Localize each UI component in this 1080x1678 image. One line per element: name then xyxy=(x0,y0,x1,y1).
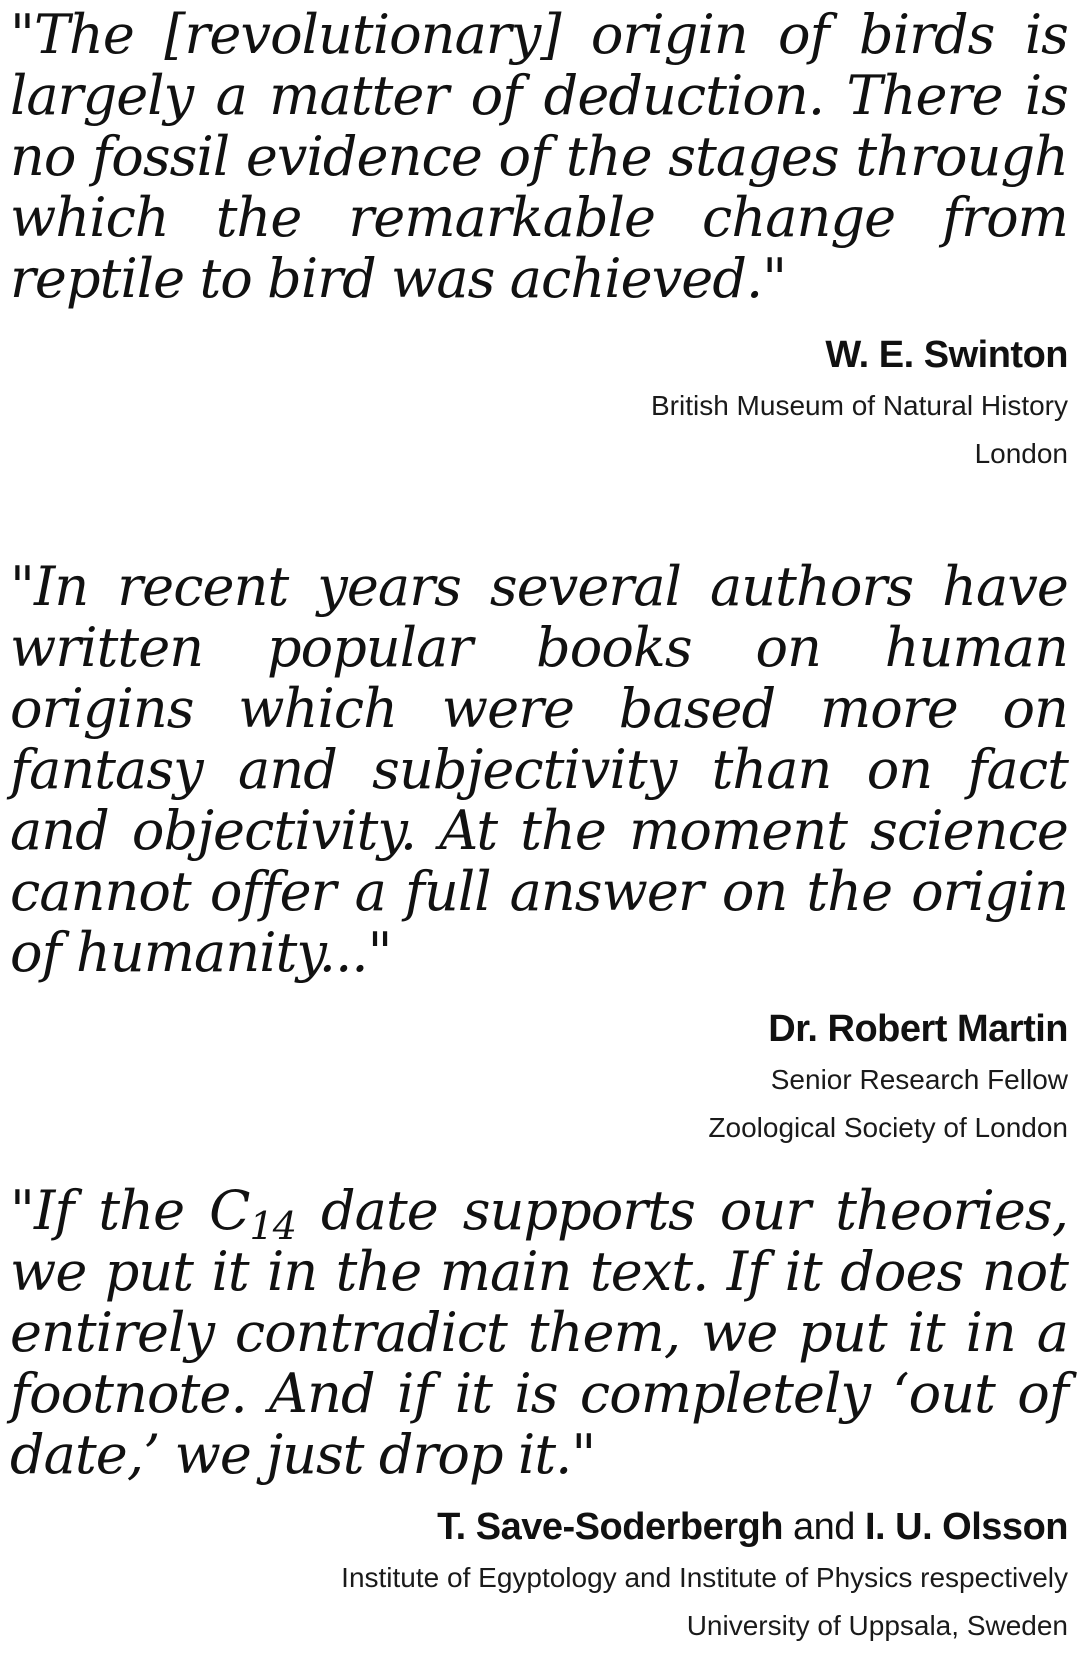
quote-text-part: date supports our theories, we put it in the main text. If it does not entirely contradict them, we put it in a footnote. And if it is completely ‘out of date,’ we just drop it." xyxy=(10,1179,1068,1486)
affiliation-line: Senior Research Fellow xyxy=(770,1064,1068,1095)
quote-text: "In recent years several authors have written popular books on human origins which were based more on fantasy and subjectivity than on fact and objectivity. At the moment science cannot offer a full answer on the origin of humanity..." xyxy=(10,555,1068,984)
author-names xyxy=(10,1503,1068,1551)
author-name: I. U. Olsson xyxy=(864,1506,1068,1548)
affiliation-line: London xyxy=(974,438,1068,469)
attribution xyxy=(10,1005,1068,1152)
quote-block-swinton xyxy=(10,4,1068,478)
quote-block-save-soderbergh-olsson xyxy=(10,1180,1068,1650)
affiliation-line: Zoological Society of London xyxy=(708,1112,1068,1143)
carbon-subscript: 14 xyxy=(249,1204,297,1248)
affiliation-line: University of Uppsala, Sweden xyxy=(686,1610,1068,1641)
author-name: T. Save-Soderbergh xyxy=(437,1506,783,1548)
author-name: W. E. Swinton xyxy=(825,334,1068,376)
quote-text-part: "If the C xyxy=(10,1179,250,1242)
author-name: Dr. Robert Martin xyxy=(768,1008,1068,1050)
attribution xyxy=(10,331,1068,478)
attribution xyxy=(10,1503,1068,1650)
quote-block-martin xyxy=(10,556,1068,1152)
quote-text xyxy=(10,1180,1068,1485)
affiliation-line: Institute of Egyptology and Institute of Physics respectively xyxy=(341,1562,1068,1593)
quote-text: "The [revolutionary] origin of birds is largely a matter of deduction. There is no fossil evidence of the stages through which the remarkable change from reptile to bird was achieved." xyxy=(10,3,1068,310)
author-joiner: and xyxy=(782,1506,865,1548)
affiliation-line: British Museum of Natural History xyxy=(650,390,1068,421)
